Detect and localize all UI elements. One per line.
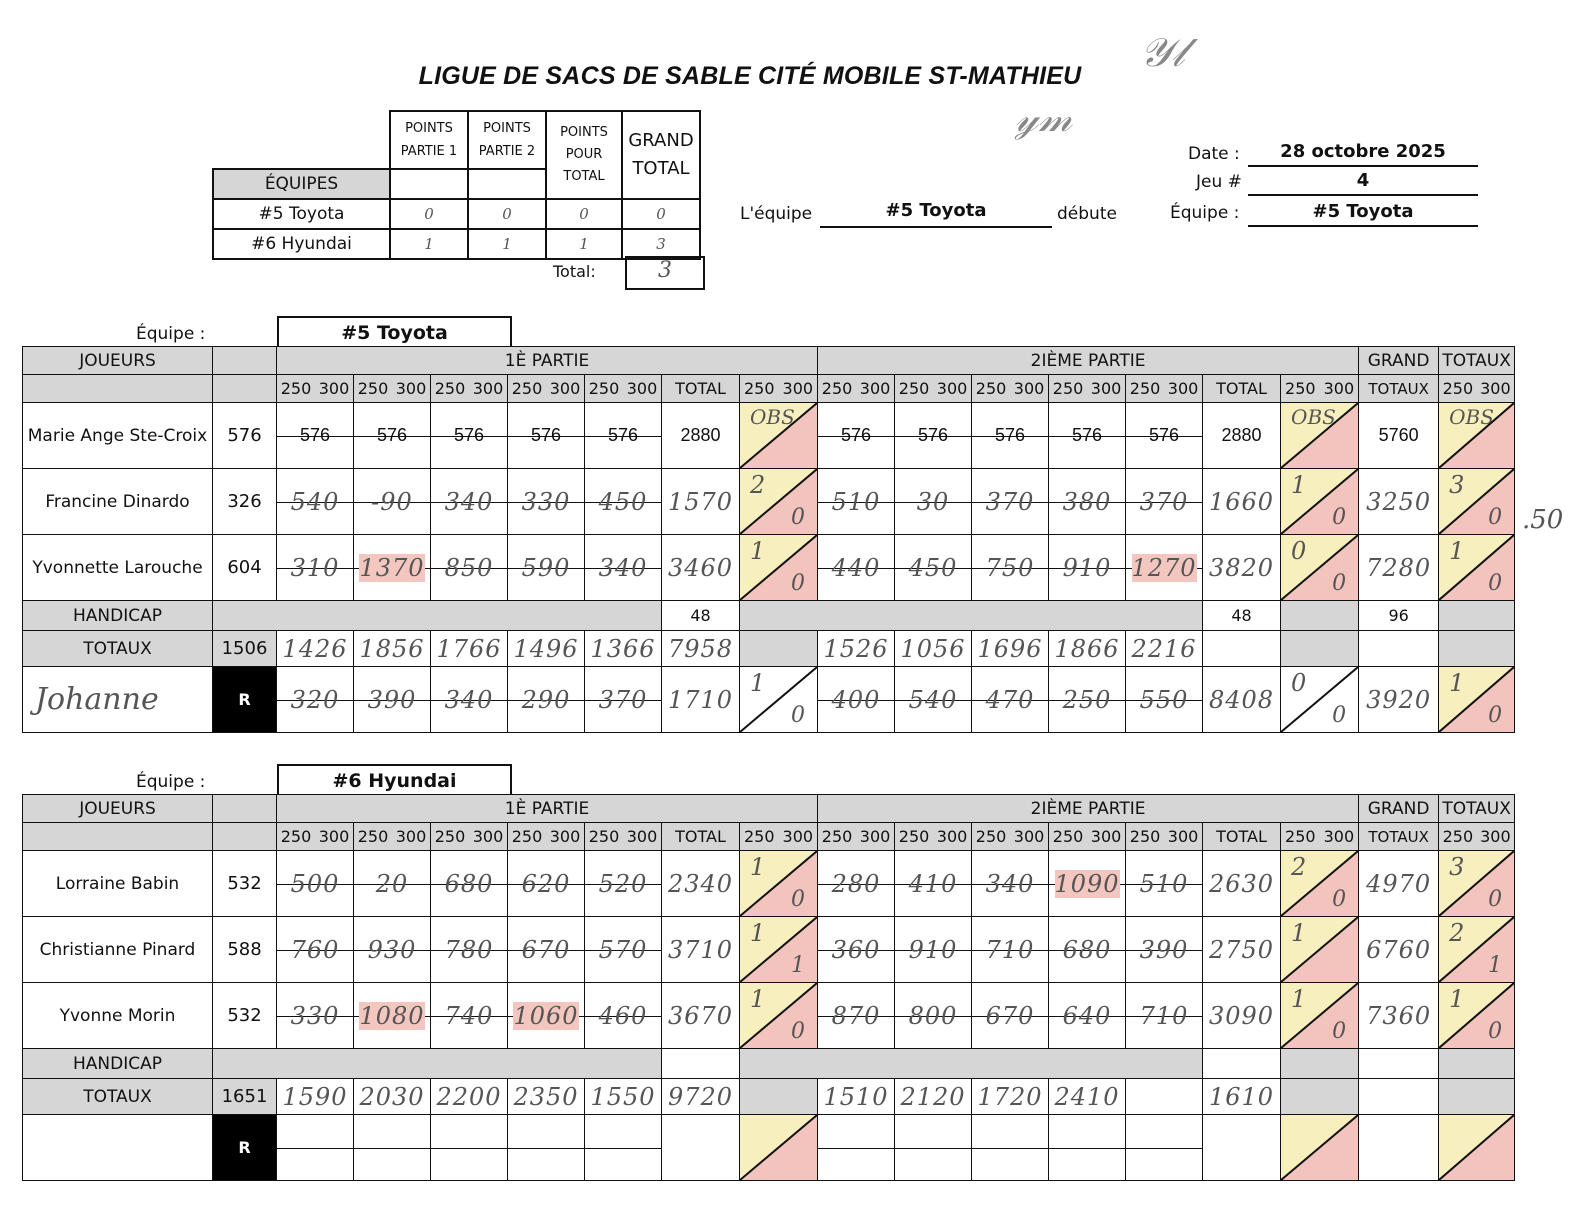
score-cell: 290 [508,667,585,733]
score-subheader: 250 300 [357,379,427,398]
score-cell: 390 [1126,917,1203,983]
score-cell: 310 [277,535,354,601]
points-cell: 1 0 [1439,983,1515,1049]
score-cell: 520 [585,851,662,917]
partie2-header: 2IÈME PARTIE [818,795,1359,823]
score-subheader: 250 300 [434,827,504,846]
score-subheader: 250 300 [743,379,814,398]
col-grand-total: GRAND TOTAL [622,111,700,199]
total-cell: 3670 [662,983,740,1049]
handicap-grand [1359,1049,1439,1079]
initials-scribble-2: 𝓎𝓂 [1015,95,1073,141]
score-cell: 750 [972,535,1049,601]
score-cell: 620 [508,851,585,917]
score-cell: 460 [585,983,662,1049]
totaux-label: TOTAUX [23,631,213,667]
score-cell: 1080 [354,983,431,1049]
player-average: 326 [213,469,277,535]
score-cell [1049,1115,1126,1181]
points-cell: 1 0 [740,983,818,1049]
grand-totaux-header: TOTAUX [1359,823,1439,851]
score-subheader: 250 300 [511,379,581,398]
player-row [23,469,1515,535]
score-cell: 370 [1126,469,1203,535]
total-cell [1126,1079,1203,1115]
score-cell: 576 [354,403,431,469]
total-header: TOTAL [662,375,740,403]
joueurs-header: JOUEURS [23,347,213,375]
total-cell: 4970 [1359,851,1439,917]
handicap-label: HANDICAP [23,1049,213,1079]
score-cell [354,1115,431,1181]
total-cell: 1510 [818,1079,895,1115]
score-cell: 510 [818,469,895,535]
player-row [23,535,1515,601]
score-subheader: 250 300 [975,827,1045,846]
total-cell: 6760 [1359,917,1439,983]
points-cell: 2 0 [1281,851,1359,917]
total-cell: 1056 [895,631,972,667]
total-cell: 1710 [662,667,740,733]
total-cell: 3250 [1359,469,1439,535]
score-cell [508,1115,585,1181]
totaux-average: 1651 [213,1079,277,1115]
starts-team: #5 Toyota [820,200,1052,228]
points-cell: 2 0 [740,469,818,535]
player-average: 576 [213,403,277,469]
grand-header: GRAND [1359,347,1439,375]
summary-table [212,110,701,260]
total-cell: 3920 [1359,667,1439,733]
points-cell: 0 0 [1281,535,1359,601]
col-points-pour-total: POINTS POUR TOTAL [546,111,622,199]
score-cell: 710 [972,917,1049,983]
score-cell: 440 [818,535,895,601]
total-cell [1203,631,1281,667]
points-cell: 1 [1281,917,1359,983]
player-name: Yvonnette Larouche [23,535,213,601]
score-cell: 576 [895,403,972,469]
score-subheader: 250 300 [821,379,891,398]
total-cell: 2216 [1126,631,1203,667]
team-label: Équipe : [136,772,206,792]
score-cell: 540 [277,469,354,535]
total-cell: 9720 [662,1079,740,1115]
score-cell: 330 [508,469,585,535]
summary-total-label: Total: [553,262,596,281]
player-row [23,917,1515,983]
total-cell: 2350 [508,1079,585,1115]
score-cell: 340 [972,851,1049,917]
points-cell [740,1115,818,1181]
player-name: Yvonne Morin [23,983,213,1049]
points-cell: 2 1 [1439,917,1515,983]
score-cell: 570 [585,917,662,983]
grand-totaux-header: TOTAUX [1359,375,1439,403]
score-cell: 550 [1126,667,1203,733]
score-subheader: 250 300 [434,379,504,398]
score-cell: 450 [895,535,972,601]
score-cell: 576 [508,403,585,469]
substitute-marker: R [213,667,277,733]
totals-row [23,631,1515,667]
partie1-header: 1È PARTIE [277,347,818,375]
points-cell [1439,1115,1515,1181]
score-cell: 1090 [1049,851,1126,917]
substitute-row [23,1115,1515,1181]
total-cell: 3820 [1203,535,1281,601]
points-cell: 1 0 [1281,469,1359,535]
player-row [23,983,1515,1049]
total-cell: 1856 [354,631,431,667]
total-cell: 3460 [662,535,740,601]
handicap-t1: 48 [662,601,740,631]
total-cell: 1766 [431,631,508,667]
score-cell: 910 [895,917,972,983]
score-subheader: 250 300 [1052,379,1122,398]
handicap-row [23,1049,1515,1079]
score-cell: 370 [585,667,662,733]
score-cell: 340 [431,667,508,733]
score-subheader: 250 300 [588,379,658,398]
total-cell [1203,1115,1281,1181]
totaux-header: TOTAUX [1439,347,1515,375]
score-subheader: 250 300 [898,827,968,846]
player-name: Lorraine Babin [23,851,213,917]
total-cell: 1610 [1203,1079,1281,1115]
player-average: 532 [213,851,277,917]
initials-scribble-1: 𝒴𝓁 [1140,30,1185,76]
score-cell: 330 [277,983,354,1049]
totaux-header: TOTAUX [1439,795,1515,823]
col-points-partie2: POINTS PARTIE 2 [468,111,546,169]
total-cell: 2880 [1203,403,1281,469]
score-cell: 1270 [1126,535,1203,601]
summary-row: #5 Toyota 0 0 0 0 [213,199,700,229]
score-table [22,794,1515,1181]
score-cell: 680 [1049,917,1126,983]
score-cell: 280 [818,851,895,917]
total-cell: 7280 [1359,535,1439,601]
player-name: Marie Ange Ste-Croix [23,403,213,469]
league-title: LIGUE DE SACS DE SABLE CITÉ MOBILE ST-MATHIEU [418,62,1082,90]
team-name: #5 Toyota [277,316,512,348]
total-cell: 2340 [662,851,740,917]
player-name: Francine Dinardo [23,469,213,535]
score-cell: 450 [585,469,662,535]
equipe-label: Équipe : [1170,203,1240,223]
score-table [22,346,1515,733]
total-cell: 1366 [585,631,662,667]
points-cell: 1 0 [1439,535,1515,601]
margin-note: .50 [1522,505,1564,535]
points-cell: 3 0 [1439,469,1515,535]
score-cell: 400 [818,667,895,733]
total-cell: 7958 [662,631,740,667]
score-subheader: 250 300 [1442,379,1511,398]
total-cell: 1426 [277,631,354,667]
points-cell: 1 0 [740,851,818,917]
total-cell: 2030 [354,1079,431,1115]
total-header: TOTAL [662,823,740,851]
col-equipes: ÉQUIPES [213,169,390,199]
total-cell [1359,1115,1439,1181]
team1-scoresheet [0,316,1571,741]
score-cell: 576 [972,403,1049,469]
total-cell: 7360 [1359,983,1439,1049]
total-cell: 5760 [1359,403,1439,469]
score-cell: 670 [508,917,585,983]
score-subheader: 250 300 [898,379,968,398]
handicap-t2 [1203,1049,1281,1079]
team-name: #6 Hyundai [277,764,512,796]
score-cell: 340 [585,535,662,601]
score-cell: 510 [1126,851,1203,917]
score-cell: 576 [431,403,508,469]
score-cell: 576 [585,403,662,469]
substitute-row [23,667,1515,733]
total-cell: 1590 [277,1079,354,1115]
total-cell: 2410 [1049,1079,1126,1115]
total-cell: 1696 [972,631,1049,667]
substitute-name: Johanne [23,667,213,733]
points-cell: 1 0 [1281,983,1359,1049]
score-cell: 850 [431,535,508,601]
starts-suffix: débute [1057,204,1117,224]
handicap-label: HANDICAP [23,601,213,631]
score-cell [585,1115,662,1181]
score-cell: 360 [818,917,895,983]
score-cell: 800 [895,983,972,1049]
score-cell: 590 [508,535,585,601]
score-cell [277,1115,354,1181]
total-cell: 1526 [818,631,895,667]
points-cell: 1 0 [1439,667,1515,733]
score-cell: 576 [818,403,895,469]
handicap-t1 [662,1049,740,1079]
score-cell: 576 [277,403,354,469]
player-row [23,403,1515,469]
score-cell: 30 [895,469,972,535]
total-cell: 8408 [1203,667,1281,733]
points-cell: OBS [740,403,818,469]
summary-row: #6 Hyundai 1 1 1 3 [213,229,700,259]
total-cell: 3090 [1203,983,1281,1049]
handicap-t2: 48 [1203,601,1281,631]
total-header: TOTAL [1203,375,1281,403]
substitute-name [23,1115,213,1181]
team-label: Équipe : [136,324,206,344]
points-cell: OBS [1439,403,1515,469]
points-cell: 3 0 [1439,851,1515,917]
score-cell: 470 [972,667,1049,733]
score-cell [431,1115,508,1181]
total-cell: 2630 [1203,851,1281,917]
score-subheader: 250 300 [1285,379,1355,398]
score-subheader: 250 300 [280,379,350,398]
totals-row [23,1079,1515,1115]
total-cell: 1496 [508,631,585,667]
score-subheader: 250 300 [357,827,427,846]
score-subheader: 250 300 [975,379,1045,398]
total-cell: 1660 [1203,469,1281,535]
score-subheader: 250 300 [1285,827,1355,846]
date-label: Date : [1188,144,1240,164]
score-cell: 1370 [354,535,431,601]
score-cell [895,1115,972,1181]
score-cell [1126,1115,1203,1181]
equipe-value: #5 Toyota [1248,201,1478,227]
joueurs-header: JOUEURS [23,795,213,823]
score-cell: 1060 [508,983,585,1049]
score-cell: 380 [1049,469,1126,535]
score-cell: 250 [1049,667,1126,733]
player-average: 532 [213,983,277,1049]
total-cell: 1570 [662,469,740,535]
jeu-value: 4 [1248,170,1478,196]
points-cell: 1 0 [740,667,818,733]
score-cell: 640 [1049,983,1126,1049]
score-cell: 576 [1126,403,1203,469]
score-subheader: 250 300 [743,827,814,846]
score-cell: 410 [895,851,972,917]
score-cell [972,1115,1049,1181]
summary-total-value: 3 [625,256,705,290]
score-subheader: 250 300 [511,827,581,846]
score-subheader: 250 300 [1052,827,1122,846]
total-cell: 1866 [1049,631,1126,667]
score-cell: 390 [354,667,431,733]
score-cell: 320 [277,667,354,733]
points-cell: 0 0 [1281,667,1359,733]
score-cell: 930 [354,917,431,983]
col-points-partie1: POINTS PARTIE 1 [390,111,468,169]
score-cell: 910 [1049,535,1126,601]
total-cell: 2120 [895,1079,972,1115]
points-cell: OBS [1281,403,1359,469]
score-cell: -90 [354,469,431,535]
score-cell: 740 [431,983,508,1049]
handicap-row [23,601,1515,631]
totaux-label: TOTAUX [23,1079,213,1115]
points-cell: 1 0 [740,535,818,601]
player-average: 604 [213,535,277,601]
score-cell [818,1115,895,1181]
grand-header: GRAND [1359,795,1439,823]
score-cell: 540 [895,667,972,733]
points-cell: 1 1 [740,917,818,983]
total-cell: 2750 [1203,917,1281,983]
total-cell: 2200 [431,1079,508,1115]
partie1-header: 1È PARTIE [277,795,818,823]
partie2-header: 2IÈME PARTIE [818,347,1359,375]
team2-scoresheet [0,764,1571,1194]
score-cell: 576 [1049,403,1126,469]
score-subheader: 250 300 [1442,827,1511,846]
score-subheader: 250 300 [280,827,350,846]
total-header: TOTAL [1203,823,1281,851]
score-cell: 340 [431,469,508,535]
score-cell: 760 [277,917,354,983]
total-cell: 2880 [662,403,740,469]
score-cell: 370 [972,469,1049,535]
score-subheader: 250 300 [1129,827,1199,846]
total-cell: 1550 [585,1079,662,1115]
totaux-average: 1506 [213,631,277,667]
substitute-marker: R [213,1115,277,1181]
score-cell: 670 [972,983,1049,1049]
score-cell: 680 [431,851,508,917]
score-cell: 870 [818,983,895,1049]
score-cell: 780 [431,917,508,983]
jeu-label: Jeu # [1196,172,1242,192]
player-row [23,851,1515,917]
score-cell: 20 [354,851,431,917]
total-cell: 1720 [972,1079,1049,1115]
player-average: 588 [213,917,277,983]
score-subheader: 250 300 [821,827,891,846]
total-cell: 3710 [662,917,740,983]
score-subheader: 250 300 [1129,379,1199,398]
score-cell: 710 [1126,983,1203,1049]
score-cell: 500 [277,851,354,917]
player-name: Christianne Pinard [23,917,213,983]
handicap-grand: 96 [1359,601,1439,631]
date-value: 28 octobre 2025 [1248,141,1478,167]
points-cell [1281,1115,1359,1181]
score-subheader: 250 300 [588,827,658,846]
total-cell [662,1115,740,1181]
starts-prefix: L'équipe [740,204,813,224]
